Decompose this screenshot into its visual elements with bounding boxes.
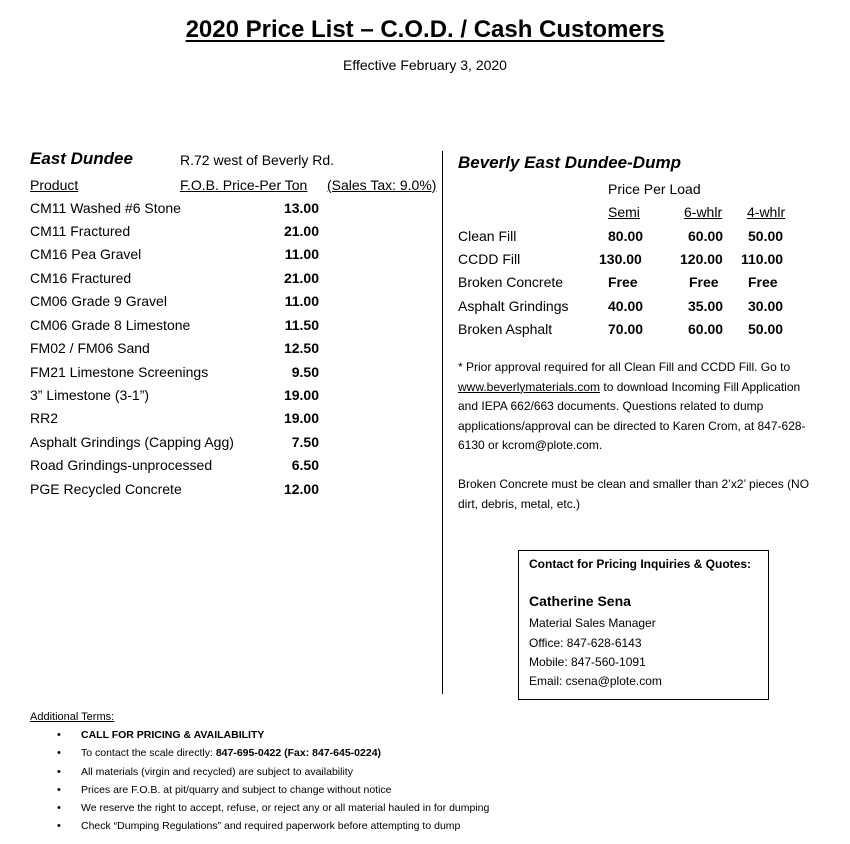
east-dundee-address: R.72 west of Beverly Rd. (180, 152, 335, 168)
contact-mobile: Mobile: 847-560-1091 (529, 655, 646, 669)
bullet-icon: • (57, 820, 61, 832)
dump-row-label: Clean Fill (458, 228, 517, 244)
product-name: 3” Limestone (3-1”) (30, 387, 150, 403)
east-dundee-heading: East Dundee (30, 149, 133, 168)
product-name: CM11 Fractured (30, 223, 131, 239)
terms-item: Check “Dumping Regulations” and required paperwork before attempting to dump (81, 820, 461, 832)
product-name: CM16 Pea Gravel (30, 246, 142, 262)
product-price: 19.00 (283, 387, 319, 403)
dump-row-label: Asphalt Grindings (458, 298, 569, 314)
product-price: 7.50 (291, 434, 319, 450)
bullet-icon: • (57, 766, 61, 778)
dump-six-price: 35.00 (688, 298, 724, 314)
page-title: 2020 Price List – C.O.D. / Cash Customers (185, 16, 665, 43)
product-price: 13.00 (283, 200, 319, 216)
dump-four-price: 30.00 (748, 298, 784, 314)
bullet-icon: • (57, 747, 61, 759)
dump-four-price: 110.00 (741, 251, 784, 267)
terms-item: We reserve the right to accept, refuse, or reject any or all material hauled in for dumping (81, 802, 490, 814)
dump-six-price: 120.00 (680, 251, 723, 267)
contact-heading: Contact for Pricing Inquiries & Quotes: (529, 557, 752, 571)
product-name: CM16 Fractured (30, 270, 132, 286)
product-name: RR2 (30, 410, 59, 426)
product-name: CM06 Grade 9 Gravel (30, 293, 167, 309)
product-price: 9.50 (291, 364, 319, 380)
note-text: * Prior approval required for all Clean Fill and CCDD Fill. Go to (458, 360, 791, 374)
product-price: 19.00 (283, 410, 319, 426)
product-price: 6.50 (291, 457, 319, 473)
dump-row-label: CCDD Fill (458, 251, 521, 267)
bullet-icon: • (57, 729, 61, 741)
dump-semi-price: 40.00 (608, 298, 644, 314)
dump-heading: Beverly East Dundee-Dump (458, 153, 681, 172)
terms-item: Prices are F.O.B. at pit/quarry and subject to change without notice (81, 784, 392, 796)
scale-phone: 847-695-0422 (Fax: 847-645-0224) (215, 747, 382, 759)
dump-six-price: Free (689, 274, 719, 290)
dump-semi-price: 70.00 (608, 321, 644, 337)
broken-concrete-note: Broken Concrete must be clean and smaller than 2’x2’ pieces (NO dirt, debris, metal, etc.) (458, 477, 810, 511)
six-wheeler-column-header: 6-whlr (684, 204, 723, 220)
dump-row-label: Broken Concrete (458, 274, 564, 290)
bullet-icon: • (57, 784, 61, 796)
additional-terms-heading: Additional Terms: (30, 711, 115, 723)
dump-six-price: 60.00 (688, 228, 724, 244)
contact-office: Office: 847-628-6143 (529, 636, 642, 650)
dump-semi-price: Free (608, 274, 638, 290)
dump-four-price: 50.00 (748, 228, 784, 244)
semi-column-header: Semi (608, 204, 640, 220)
price-per-load-label: Price Per Load (608, 181, 701, 197)
terms-item: CALL FOR PRICING & AVAILABILITY (81, 729, 265, 741)
four-wheeler-column-header: 4-whlr (747, 204, 786, 220)
dump-row-label: Broken Asphalt (458, 321, 553, 337)
terms-item-text: To contact the scale directly: (81, 747, 213, 759)
product-name: FM21 Limestone Screenings (30, 364, 209, 380)
fill-approval-note (458, 358, 823, 456)
product-price: 12.00 (283, 481, 319, 497)
product-name: Asphalt Grindings (Capping Agg) (30, 434, 234, 450)
product-price: 11.00 (284, 246, 319, 262)
dump-six-price: 60.00 (688, 321, 724, 337)
bullet-icon: • (57, 802, 61, 814)
product-price: 21.00 (283, 270, 319, 286)
product-price: 21.00 (283, 223, 319, 239)
product-name: CM11 Washed #6 Stone (30, 200, 181, 216)
product-name: Road Grindings-unprocessed (30, 457, 213, 473)
dump-four-price: 50.00 (748, 321, 784, 337)
product-price: 12.50 (283, 340, 319, 356)
dump-semi-price: 130.00 (599, 251, 642, 267)
contact-role: Material Sales Manager (529, 616, 656, 630)
beverly-materials-link[interactable]: www.beverlymaterials.com (458, 379, 601, 394)
dump-semi-price: 80.00 (608, 228, 644, 244)
terms-item (81, 747, 381, 759)
terms-item: All materials (virgin and recycled) are subject to availability (81, 766, 353, 778)
product-name: PGE Recycled Concrete (30, 481, 182, 497)
contact-email: Email: csena@plote.com (529, 674, 662, 688)
product-name: FM02 / FM06 Sand (30, 340, 150, 356)
note-text: to download Incoming Fill Application and IEPA 662/663 documents. Questions related to dump applications/approval can be directed to Karen Crom, at 847-628-6130 or kcrom@plote.com. (458, 379, 806, 452)
product-column-header: Product (30, 177, 79, 193)
sales-tax-header: (Sales Tax: 9.0%) (327, 177, 437, 193)
effective-date: Effective February 3, 2020 (343, 57, 507, 73)
contact-name: Catherine Sena (529, 593, 631, 609)
product-name: CM06 Grade 8 Limestone (30, 317, 191, 333)
product-price: 11.00 (284, 293, 319, 309)
price-column-header: F.O.B. Price-Per Ton (180, 177, 308, 193)
dump-four-price: Free (748, 274, 778, 290)
column-divider (442, 151, 443, 694)
product-price: 11.50 (284, 317, 319, 333)
